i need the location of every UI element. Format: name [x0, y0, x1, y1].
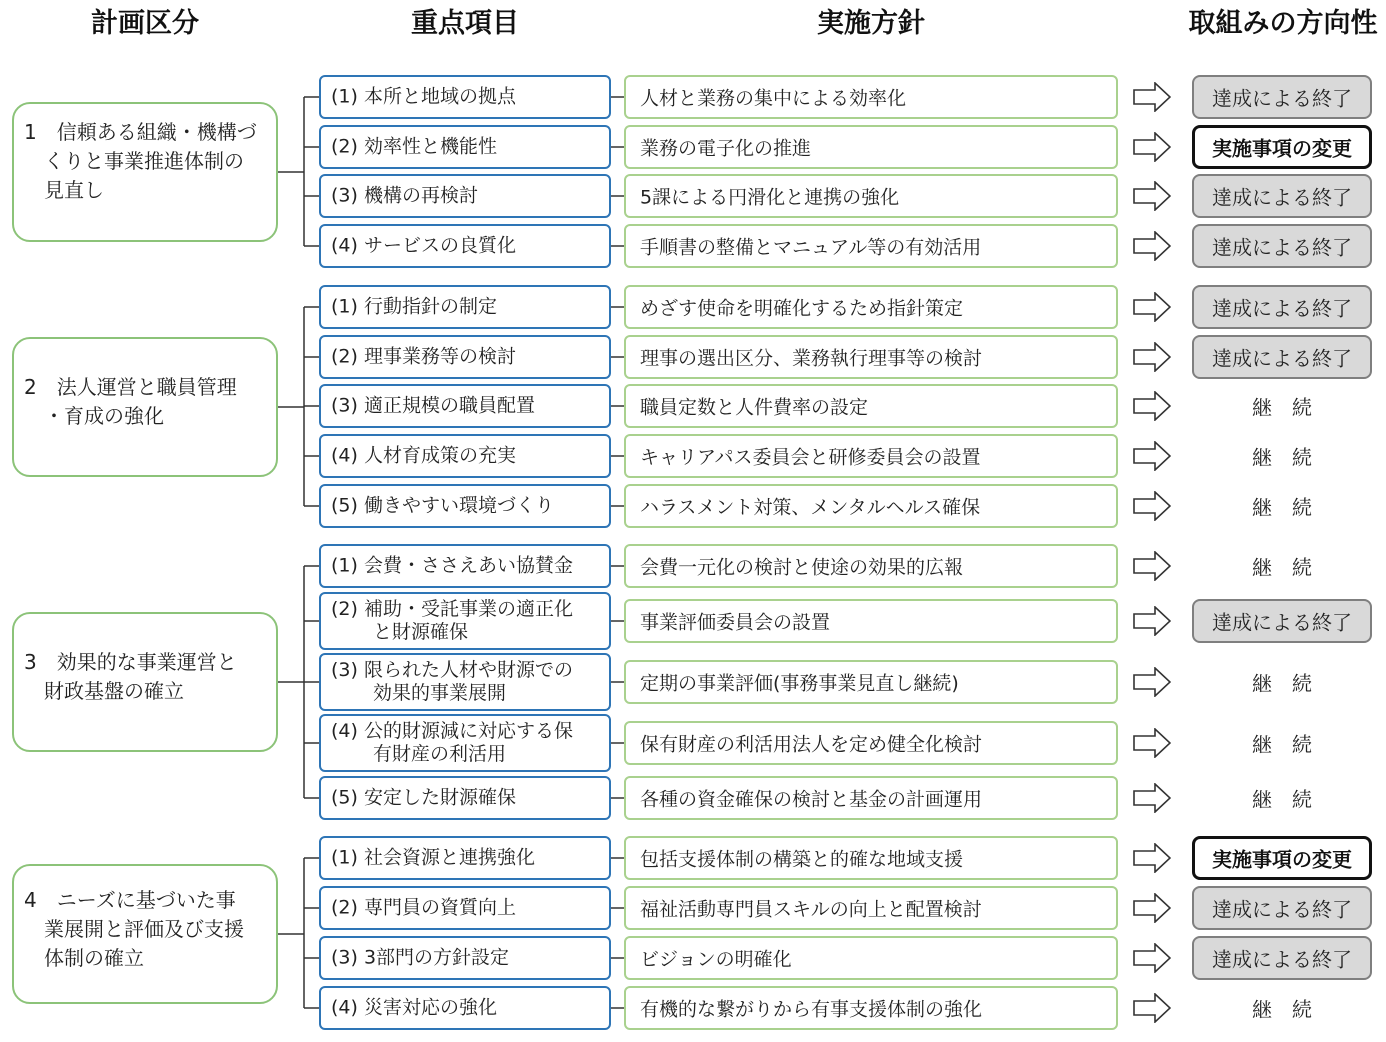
right-arrow-icon [1133, 943, 1171, 973]
section-box [12, 612, 278, 752]
policy-text: キャリアパス委員会と研修委員会の設置 [640, 446, 981, 469]
policy-text: 会費一元化の検討と使途の効果的広報 [640, 556, 964, 579]
priority-text-line: (2) 効率性と機能性 [331, 135, 497, 158]
priority-item [319, 75, 611, 119]
direction-text: 達成による終了 [1212, 897, 1352, 922]
priority-text [331, 395, 605, 418]
direction-badge [1192, 224, 1372, 268]
policy-item [624, 936, 1118, 980]
priority-item [319, 776, 611, 820]
direction-text: 継 続 [1252, 495, 1312, 520]
priority-text [331, 897, 605, 920]
policy-text: 業務の電子化の推進 [640, 137, 812, 160]
right-arrow-icon [1133, 843, 1171, 873]
policy-text: 職員定数と人件費率の設定 [640, 396, 869, 419]
direction-badge [1192, 599, 1372, 643]
priority-item [319, 986, 611, 1030]
right-arrow-icon [1133, 606, 1171, 636]
policy-item [624, 434, 1118, 478]
policy-item [624, 599, 1118, 643]
section-title-line: 見直し [24, 178, 104, 202]
policy-item [624, 886, 1118, 930]
direction-text: 継 続 [1252, 555, 1312, 580]
header-direction: 取組みの方向性 [1188, 8, 1378, 39]
direction-text: 達成による終了 [1212, 296, 1352, 321]
priority-text [331, 185, 605, 208]
priority-text-line: (1) 本所と地域の拠点 [331, 85, 516, 108]
priority-text-line: (5) 安定した財源確保 [331, 786, 516, 809]
priority-text-line: (4) サービスの良質化 [331, 234, 516, 257]
priority-text-line: (1) 会費・ささえあい協賛金 [331, 554, 573, 577]
policy-item [624, 721, 1118, 765]
section-title-line: ・育成の強化 [24, 404, 164, 428]
direction-text: 実施事項の変更 [1212, 136, 1352, 161]
right-arrow-icon [1133, 231, 1171, 261]
priority-item [319, 836, 611, 880]
priority-text [331, 136, 605, 159]
right-arrow-icon [1133, 441, 1171, 471]
section-title-line: 業展開と評価及び支援 [24, 917, 244, 941]
direction-badge [1192, 936, 1372, 980]
direction-badge [1192, 721, 1372, 765]
direction-badge [1192, 335, 1372, 379]
policy-item [624, 484, 1118, 528]
priority-item [319, 484, 611, 528]
priority-item [319, 384, 611, 428]
right-arrow-icon [1133, 728, 1171, 758]
right-arrow-icon [1133, 893, 1171, 923]
direction-text: 達成による終了 [1212, 185, 1352, 210]
section-title-line: 3 効果的な事業運営と [24, 650, 237, 674]
section-title-line: くりと事業推進体制の [24, 149, 244, 173]
direction-text: 継 続 [1252, 997, 1312, 1022]
priority-text [331, 235, 605, 258]
direction-badge [1192, 544, 1372, 588]
priority-text-line: (5) 働きやすい環境づくり [331, 494, 554, 517]
priority-text [331, 495, 605, 518]
policy-item [624, 660, 1118, 704]
policy-item [624, 224, 1118, 268]
policy-text: 定期の事業評価(事務事業見直し継続) [640, 672, 959, 695]
direction-badge [1192, 434, 1372, 478]
right-arrow-icon [1133, 783, 1171, 813]
header-category: 計画区分 [91, 8, 199, 39]
priority-text-line: (1) 社会資源と連携強化 [331, 846, 535, 869]
priority-item [319, 714, 611, 772]
policy-text: 福祉活動専門員スキルの向上と配置検討 [640, 898, 982, 921]
section-title-line: 1 信頼ある組織・機構づ [24, 120, 257, 144]
right-arrow-icon [1133, 82, 1171, 112]
priority-text [331, 947, 605, 970]
policy-item [624, 384, 1118, 428]
priority-item [319, 285, 611, 329]
direction-badge [1192, 776, 1372, 820]
policy-item [624, 174, 1118, 218]
section-title-line: 体制の確立 [24, 946, 144, 970]
priority-item [319, 224, 611, 268]
priority-text [331, 659, 605, 705]
policy-item [624, 75, 1118, 119]
priority-text-line: (4) 公的財源減に対応する保 [331, 720, 573, 742]
policy-item [624, 335, 1118, 379]
policy-text: めざす使命を明確化するため指針策定 [640, 297, 964, 320]
policy-text: 理事の選出区分、業務執行理事等の検討 [640, 347, 983, 370]
priority-text [331, 346, 605, 369]
direction-text: 達成による終了 [1212, 947, 1352, 972]
direction-text: 達成による終了 [1212, 346, 1352, 371]
header-priority: 重点項目 [411, 8, 519, 39]
direction-badge [1192, 986, 1372, 1030]
direction-text: 継 続 [1252, 445, 1312, 470]
priority-item [319, 886, 611, 930]
priority-text [331, 296, 605, 319]
priority-text-line: (3) 限られた人材や財源での [331, 659, 573, 681]
priority-text-line: 有財産の利活用 [373, 743, 507, 765]
right-arrow-icon [1133, 667, 1171, 697]
priority-item [319, 335, 611, 379]
priority-text [331, 847, 605, 870]
policy-item [624, 285, 1118, 329]
direction-text: 継 続 [1252, 732, 1312, 757]
priority-text-line: (2) 補助・受託事業の適正化 [331, 598, 573, 620]
section-box [12, 864, 278, 1004]
priority-text [331, 598, 605, 644]
priority-text-line: (1) 行動指針の制定 [331, 295, 497, 318]
priority-text [331, 555, 605, 578]
direction-text: 継 続 [1252, 787, 1312, 812]
priority-text [331, 787, 605, 810]
right-arrow-icon [1133, 342, 1171, 372]
priority-text-line: (3) 機構の再検討 [331, 184, 478, 207]
policy-text: 手順書の整備とマニュアル等の有効活用 [640, 236, 982, 259]
policy-text: ハラスメント対策、メンタルヘルス確保 [640, 496, 981, 519]
policy-item [624, 836, 1118, 880]
direction-badge [1192, 285, 1372, 329]
priority-text-line: (2) 理事業務等の検討 [331, 345, 516, 368]
direction-text: 達成による終了 [1212, 610, 1352, 635]
priority-item [319, 592, 611, 650]
priority-text-line: 効果的事業展開 [373, 682, 507, 704]
priority-item [319, 653, 611, 711]
priority-item [319, 544, 611, 588]
priority-item [319, 434, 611, 478]
priority-text-line: (3) 適正規模の職員配置 [331, 394, 535, 417]
right-arrow-icon [1133, 292, 1171, 322]
priority-text-line: (4) 人材育成策の充実 [331, 444, 516, 467]
right-arrow-icon [1133, 993, 1171, 1023]
priority-text-line: (3) 3部門の方針設定 [331, 946, 510, 969]
direction-badge [1192, 484, 1372, 528]
direction-badge [1192, 125, 1372, 169]
priority-text [331, 86, 605, 109]
section-title-line: 2 法人運営と職員管理 [24, 375, 237, 399]
policy-text: 5課による円滑化と連携の強化 [640, 186, 900, 209]
direction-badge [1192, 384, 1372, 428]
section-title-line: 財政基盤の確立 [24, 679, 184, 703]
right-arrow-icon [1133, 181, 1171, 211]
policy-item [624, 776, 1118, 820]
policy-text: 保有財産の利活用法人を定め健全化検討 [640, 733, 983, 756]
priority-item [319, 936, 611, 980]
section-title-line: 4 ニーズに基づいた事 [24, 888, 236, 912]
priority-text [331, 445, 605, 468]
direction-text: 達成による終了 [1212, 235, 1352, 260]
right-arrow-icon [1133, 391, 1171, 421]
header-policy: 実施方針 [817, 8, 925, 39]
direction-text: 実施事項の変更 [1212, 847, 1352, 872]
policy-item [624, 544, 1118, 588]
section-box [12, 337, 278, 477]
right-arrow-icon [1133, 551, 1171, 581]
priority-item [319, 174, 611, 218]
policy-text: 各種の資金確保の検討と基金の計画運用 [640, 788, 983, 811]
priority-text-line: と財源確保 [373, 621, 469, 643]
direction-text: 継 続 [1252, 671, 1312, 696]
priority-item [319, 125, 611, 169]
policy-text: 有機的な繋がりから有事支援体制の強化 [640, 998, 983, 1021]
direction-text: 継 続 [1252, 395, 1312, 420]
right-arrow-icon [1133, 132, 1171, 162]
priority-text [331, 997, 605, 1020]
priority-text-line: (2) 専門員の資質向上 [331, 896, 516, 919]
direction-text: 達成による終了 [1212, 86, 1352, 111]
policy-text: ビジョンの明確化 [640, 948, 792, 971]
policy-item [624, 125, 1118, 169]
policy-text: 人材と業務の集中による効率化 [640, 87, 907, 110]
direction-badge [1192, 75, 1372, 119]
direction-badge [1192, 836, 1372, 880]
right-arrow-icon [1133, 491, 1171, 521]
section-box [12, 102, 278, 242]
policy-text: 事業評価委員会の設置 [640, 611, 831, 634]
direction-badge [1192, 174, 1372, 218]
policy-text: 包括支援体制の構築と的確な地域支援 [640, 848, 964, 871]
direction-badge [1192, 660, 1372, 704]
priority-text-line: (4) 災害対応の強化 [331, 996, 497, 1019]
policy-item [624, 986, 1118, 1030]
priority-text [331, 720, 605, 766]
direction-badge [1192, 886, 1372, 930]
